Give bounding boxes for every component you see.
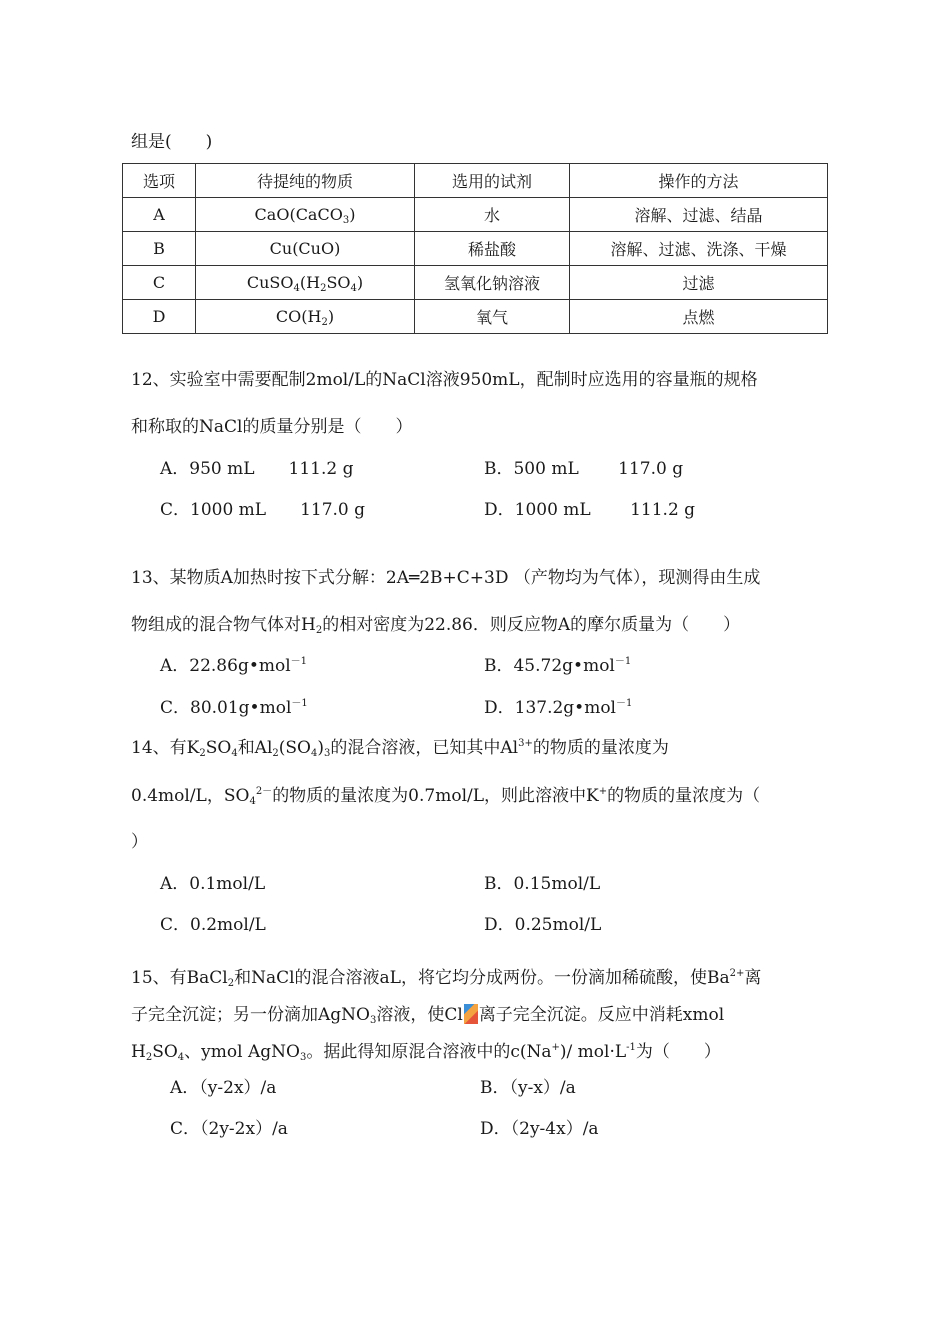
- header-method: 操作的方法: [570, 164, 828, 198]
- row-option: C: [123, 266, 196, 300]
- q12-choice-b: B．500 mL 117.0 g: [484, 459, 684, 479]
- q13-choice-d: D．137.2g•mol$^{-1}$: [484, 698, 633, 718]
- row-reagent: 氢氧化钠溶液: [415, 266, 570, 300]
- row-method: 溶解、过滤、结晶: [570, 198, 828, 232]
- inline-image-icon: [464, 1004, 478, 1024]
- row-option: B: [123, 232, 196, 266]
- q13-choice-b: B．45.72g•mol$^{-1}$: [484, 656, 632, 676]
- table-row: [123, 266, 828, 300]
- question-12-line-1: 12、实验室中需要配制2mol/L的NaCl溶液950mL，配制时应选用的容量瓶的规格: [131, 370, 758, 390]
- row-reagent: 稀盐酸: [415, 232, 570, 266]
- row-substance: $CuSO_4(H_2SO_4)$: [196, 266, 415, 300]
- q15-choice-a: A．（y-2x）/a: [170, 1078, 277, 1098]
- row-option: A: [123, 198, 196, 232]
- q15-choice-d: D．（2y-4x）/a: [480, 1119, 599, 1139]
- row-substance: $CO(H_2)$: [196, 300, 415, 334]
- q14-choice-d: D．0.25mol/L: [484, 915, 602, 935]
- table-row: [123, 232, 828, 266]
- row-option: D: [123, 300, 196, 334]
- q15-choice-c: C．（2y-2x）/a: [170, 1119, 288, 1139]
- question-13-line-2: 物组成的混合物气体对$H_2$的相对密度为22.86．则反应物A的摩尔质量为（ ）: [131, 615, 741, 636]
- question-15-line-1: 15、有BaCl$_2$和NaCl的混合溶液aL，将它均分成两份。一份滴加稀硫酸，使$Ba^{2+}$离: [131, 968, 762, 989]
- question-14-line-3: ）: [131, 832, 148, 852]
- row-method: 点燃: [570, 300, 828, 334]
- q12-choice-d: D．1000 mL 111.2 g: [484, 500, 696, 520]
- q14-choice-b: B．0.15mol/L: [484, 874, 601, 894]
- question-14-line-1: 14、有$K_2SO_4$和$Al_2(SO_4)_3$的混合溶液，已知其中$Al^{3+}$的物质的量浓度为: [131, 738, 669, 759]
- header-option: 选项: [123, 164, 196, 198]
- row-substance: CaO(CaCO$_3$): [196, 198, 415, 232]
- question-12-line-2: 和称取的NaCl的质量分别是（ ）: [131, 417, 413, 437]
- q14-choice-a: A．0.1mol/L: [160, 874, 266, 894]
- q15-choice-b: B．（y-x）/a: [480, 1078, 576, 1098]
- question-15-line-3: $H_2SO_4$、ymol AgNO$_3$。据此得知原混合溶液中的c(Na+)/ $mol\cdot L^{-1}$为（ ）: [131, 1042, 721, 1063]
- q13-choice-c: C．80.01g•mol$^{-1}$: [160, 698, 308, 718]
- options-table: [122, 163, 828, 334]
- row-method: 溶解、过滤、洗涤、干燥: [570, 232, 828, 266]
- q12-choice-c: C．1000 mL 117.0 g: [160, 500, 366, 520]
- q13-choice-a: A．22.86g•mol$^{-1}$: [160, 656, 308, 676]
- row-method: 过滤: [570, 266, 828, 300]
- question-14-line-2: 0.4mol/L，$SO_4^{2-}$的物质的量浓度为0.7mol/L，则此溶液中K+的物质的量浓度为（: [131, 786, 761, 807]
- q12-choice-a: A．950 mL 111.2 g: [160, 459, 354, 479]
- q14-choice-c: C．0.2mol/L: [160, 915, 266, 935]
- question-11-stem-end: 组是( ): [131, 132, 213, 152]
- header-substance: 待提纯的物质: [196, 164, 415, 198]
- table-row: [123, 198, 828, 232]
- table-header-row: [123, 164, 828, 198]
- row-reagent: 水: [415, 198, 570, 232]
- row-reagent: 氧气: [415, 300, 570, 334]
- row-substance: Cu(CuO): [196, 232, 415, 266]
- question-15-line-2: 子完全沉淀；另一份滴加AgNO$_3$溶液，使Cl 离子完全沉淀。反应中消耗xmol: [131, 1005, 725, 1026]
- question-13-line-1: 13、某物质A加热时按下式分解：2A═2B+C+3D （产物均为气体），现测得由生成: [131, 568, 761, 588]
- header-reagent: 选用的试剂: [415, 164, 570, 198]
- table-row: [123, 300, 828, 334]
